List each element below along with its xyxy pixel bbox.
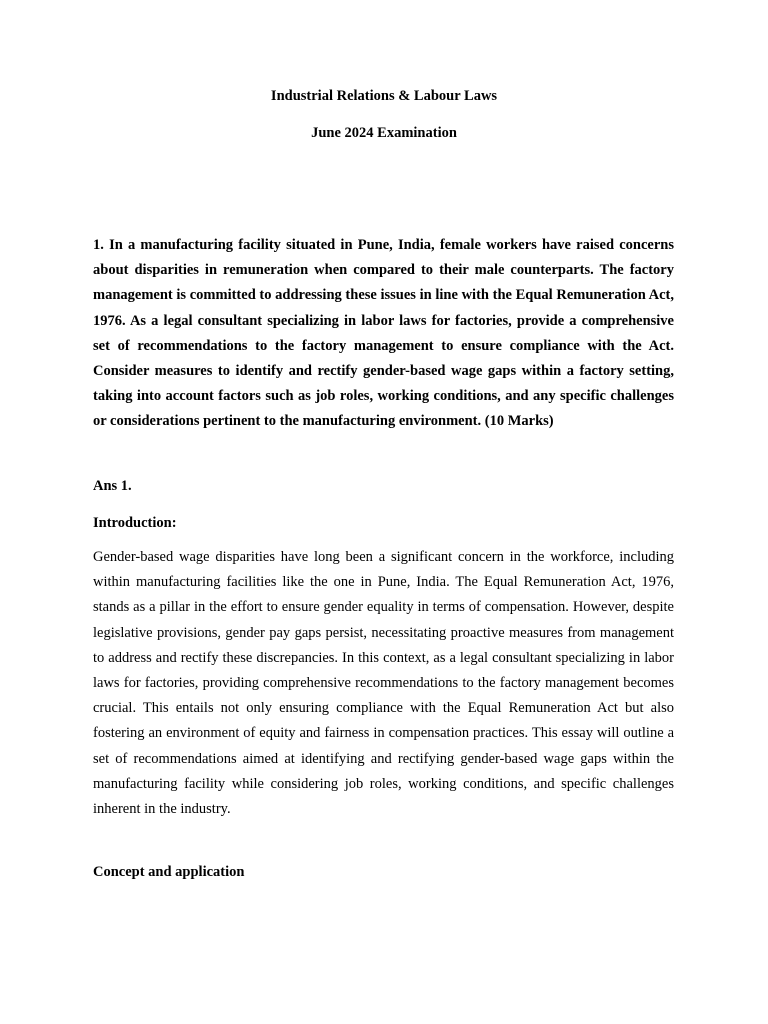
introduction-heading: Introduction: — [93, 515, 177, 531]
concept-heading: Concept and application — [93, 864, 245, 880]
answer-label: Ans 1. — [93, 478, 132, 494]
document-subtitle: June 2024 Examination — [311, 125, 457, 141]
introduction-paragraph: Gender-based wage disparities have long been a significant concern in the workforce, including within manufacturing facilities like the one in Pune, India. The Equal Remuneration Act, 1976, stands as a pillar in the effort to ensure gender equality in terms of compensation. However, despite legislative provisions, gender pay gaps persist, necessitating proactive measures from management to address and rectify these discrepancies. In this context, as a legal consultant specializing in labor laws for factories, providing comprehensive recommendations to the factory management becomes crucial. This entails not only ensuring compliance with the Equal Remuneration Act but also fostering an environment of equity and fairness in compensation practices. This essay will outline a set of recommendations aimed at identifying and rectifying gender-based wage gaps within the manufacturing facility while considering job roles, working conditions, and specific challenges inherent in the industry. — [93, 549, 674, 818]
question-text: 1. In a manufacturing facility situated in Pune, India, female workers have raised concerns about disparities in remuneration when compared to their male counterparts. The factory management is committed to addressing these issues in line with the Equal Remuneration Act, 1976. As a legal consultant specializing in labor laws for factories, provide a comprehensive set of recommendations to the factory management to ensure compliance with the Act. Consider measures to identify and rectify gender-based wage gaps within a factory setting, taking into account factors such as job roles, working conditions, and any specific challenges or considerations pertinent to the manufacturing environment. (10 Marks) — [93, 237, 674, 430]
document-title: Industrial Relations & Labour Laws — [270, 88, 498, 104]
